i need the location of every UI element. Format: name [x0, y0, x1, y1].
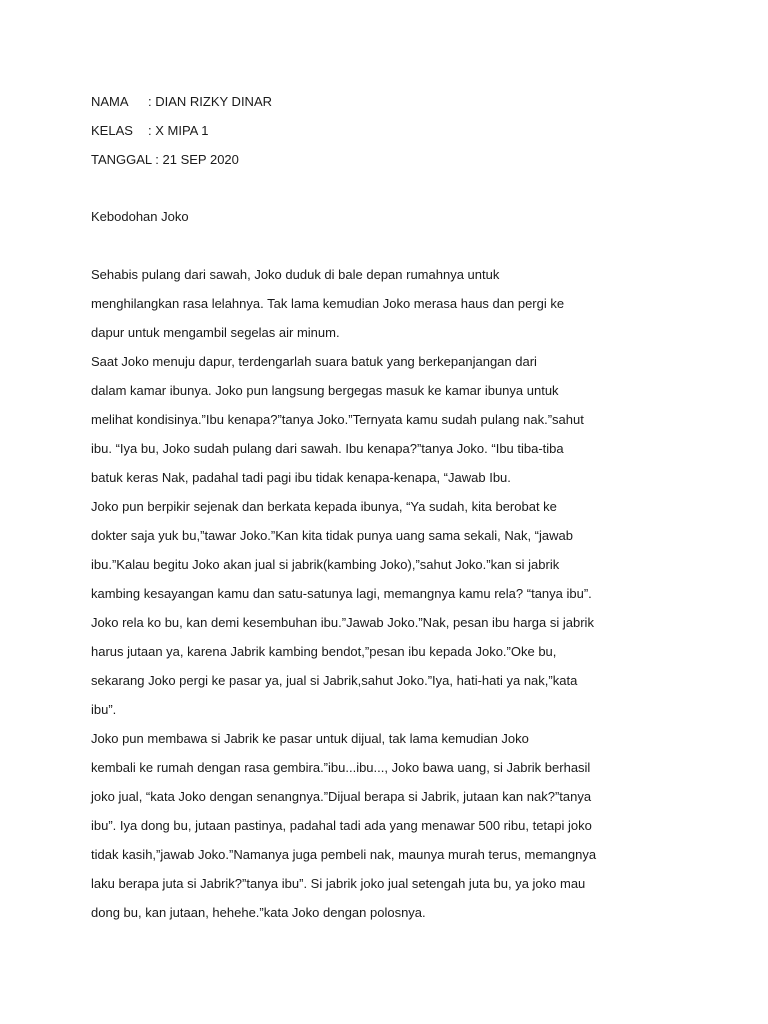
nama-row	[91, 94, 272, 110]
story-line: ibu.”Kalau begitu Joko akan jual si jabrik(kambing Joko),”sahut Joko.”kan si jabrik	[91, 557, 560, 572]
story-line: tidak kasih,”jawab Joko.”Namanya juga pembeli nak, maunya murah terus, memangnya	[91, 847, 597, 862]
story-line: batuk keras Nak, padahal tadi pagi ibu tidak kenapa-kenapa, “Jawab Ibu.	[91, 470, 511, 485]
kelas-row	[91, 123, 208, 139]
story-line: kembali ke rumah dengan rasa gembira.”ibu...ibu..., Joko bawa uang, si Jabrik berhasil	[91, 760, 591, 775]
story-line: Joko rela ko bu, kan demi kesembuhan ibu.”Jawab Joko.”Nak, pesan ibu harga si jabrik	[91, 615, 594, 630]
story-line: ibu”.	[91, 702, 117, 717]
story-line: laku berapa juta si Jabrik?”tanya ibu”. Si jabrik joko jual setengah juta bu, ya joko mau	[91, 876, 586, 891]
story-title: Kebodohan Joko	[91, 209, 189, 224]
nama-label: NAMA	[91, 94, 129, 109]
story-line: ibu”. Iya dong bu, jutaan pastinya, padahal tadi ada yang menawar 500 ribu, tetapi joko	[91, 818, 592, 833]
kelas-label: KELAS	[91, 123, 133, 138]
story-line: melihat kondisinya.”Ibu kenapa?”tanya Joko.”Ternyata kamu sudah pulang nak.”sahut	[91, 412, 584, 427]
story-line: Saat Joko menuju dapur, terdengarlah suara batuk yang berkepanjangan dari	[91, 354, 537, 369]
story-line: Joko pun membawa si Jabrik ke pasar untuk dijual, tak lama kemudian Joko	[91, 731, 529, 746]
story-line: joko jual, “kata Joko dengan senangnya.”Dijual berapa si Jabrik, jutaan kan nak?”tanya	[91, 789, 592, 804]
nama-value: : DIAN RIZKY DINAR	[148, 94, 273, 109]
story-line: sekarang Joko pergi ke pasar ya, jual si Jabrik,sahut Joko.”Iya, hati-hati ya nak,”kata	[91, 673, 578, 688]
story-line: dapur untuk mengambil segelas air minum.	[91, 325, 340, 340]
story-line: harus jutaan ya, karena Jabrik kambing bendot,”pesan ibu kepada Joko.”Oke bu,	[91, 644, 557, 659]
story-line: kambing kesayangan kamu dan satu-satunya lagi, memangnya kamu rela? “tanya ibu”.	[91, 586, 592, 601]
story-line: Sehabis pulang dari sawah, Joko duduk di bale depan rumahnya untuk	[91, 267, 500, 282]
kelas-value: : X MIPA 1	[148, 123, 209, 138]
story-line: dokter saja yuk bu,”tawar Joko.”Kan kita tidak punya uang sama sekali, Nak, “jawab	[91, 528, 573, 543]
story-line: dalam kamar ibunya. Joko pun langsung bergegas masuk ke kamar ibunya untuk	[91, 383, 559, 398]
tanggal-row: TANGGAL : 21 SEP 2020	[91, 152, 239, 167]
story-line: Joko pun berpikir sejenak dan berkata kepada ibunya, “Ya sudah, kita berobat ke	[91, 499, 557, 514]
story-line: dong bu, kan jutaan, hehehe.”kata Joko dengan polosnya.	[91, 905, 426, 920]
story-line: ibu. “Iya bu, Joko sudah pulang dari sawah. Ibu kenapa?”tanya Joko. “Ibu tiba-tiba	[91, 441, 564, 456]
story-line: menghilangkan rasa lelahnya. Tak lama kemudian Joko merasa haus dan pergi ke	[91, 296, 565, 311]
